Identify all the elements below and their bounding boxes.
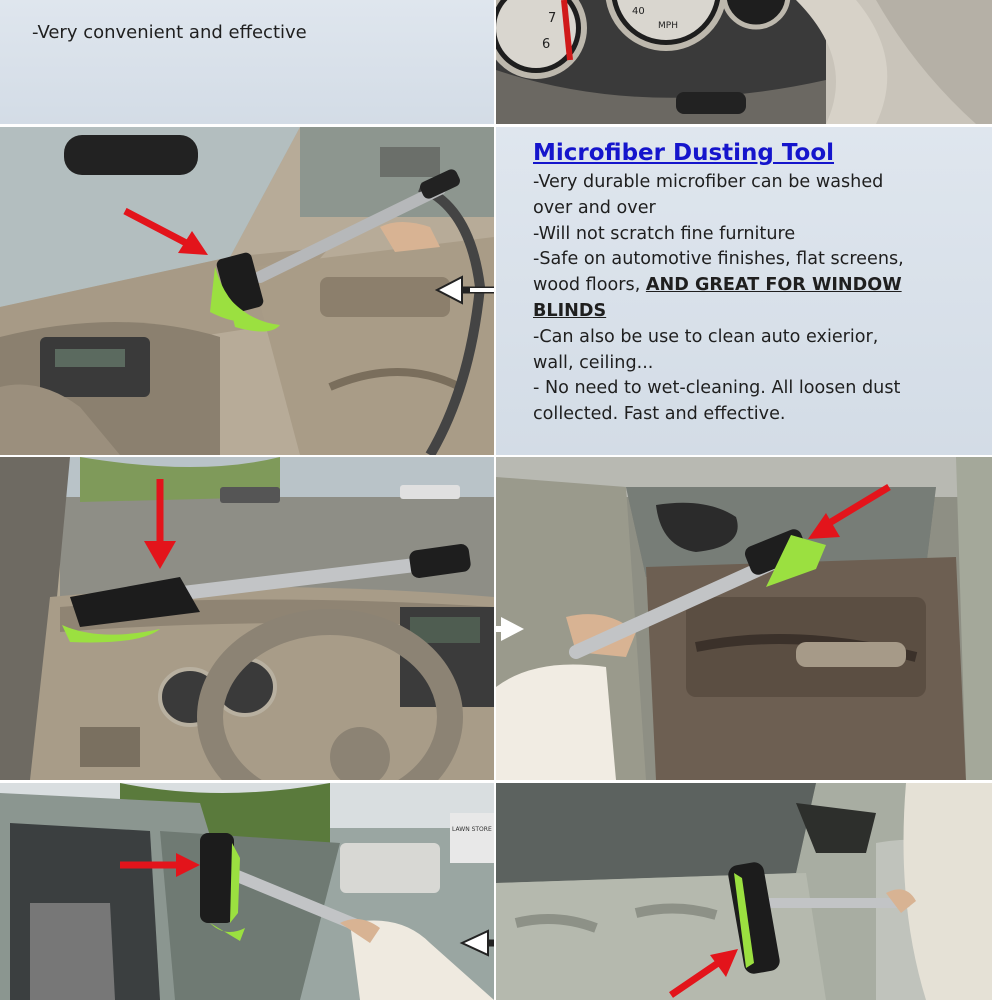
info-line-mixed bbox=[533, 273, 973, 299]
info-line: -Will not scratch fine furniture bbox=[533, 223, 796, 244]
info-line: -Safe on automotive finishes, flat screens, bbox=[533, 249, 904, 270]
dashboard-gauges-photo bbox=[496, 0, 992, 124]
blinds-emphasis: BLINDS bbox=[533, 300, 607, 321]
product-info-panel bbox=[496, 127, 992, 455]
convenience-text: -Very convenient and effective bbox=[32, 22, 307, 43]
info-line: over and over bbox=[533, 197, 656, 218]
info-line: wall, ceiling... bbox=[533, 352, 654, 373]
gauge-num-6: 6 bbox=[542, 37, 551, 52]
window-cleaning-photo bbox=[0, 783, 494, 1000]
info-line: -Can also be use to clean auto exierior, bbox=[533, 326, 879, 347]
interior-windshield-photo bbox=[0, 127, 494, 455]
door-cleaning-photo bbox=[496, 457, 992, 780]
window-sign-text: LAWN STORE bbox=[452, 826, 492, 833]
info-line-emphasis bbox=[533, 299, 973, 325]
exterior-cleaning-photo bbox=[496, 783, 992, 1000]
info-line: -Very durable microfiber can be washed bbox=[533, 172, 884, 192]
window-blinds-emphasis: AND GREAT FOR WINDOW bbox=[645, 275, 902, 296]
product-title[interactable]: Microfiber Dusting Tool bbox=[533, 140, 835, 166]
gauge-num-40: 40 bbox=[632, 6, 645, 17]
speedo-label: MPH bbox=[658, 21, 678, 31]
gauge-num-7: 7 bbox=[548, 11, 557, 26]
info-line: - No need to wet-cleaning. All loosen dust bbox=[533, 378, 901, 399]
info-line: collected. Fast and effective. bbox=[533, 404, 786, 425]
dashboard-cleaning-photo bbox=[0, 457, 494, 780]
top-text-panel bbox=[0, 0, 494, 124]
info-line-prefix: wood floors, bbox=[533, 275, 646, 296]
